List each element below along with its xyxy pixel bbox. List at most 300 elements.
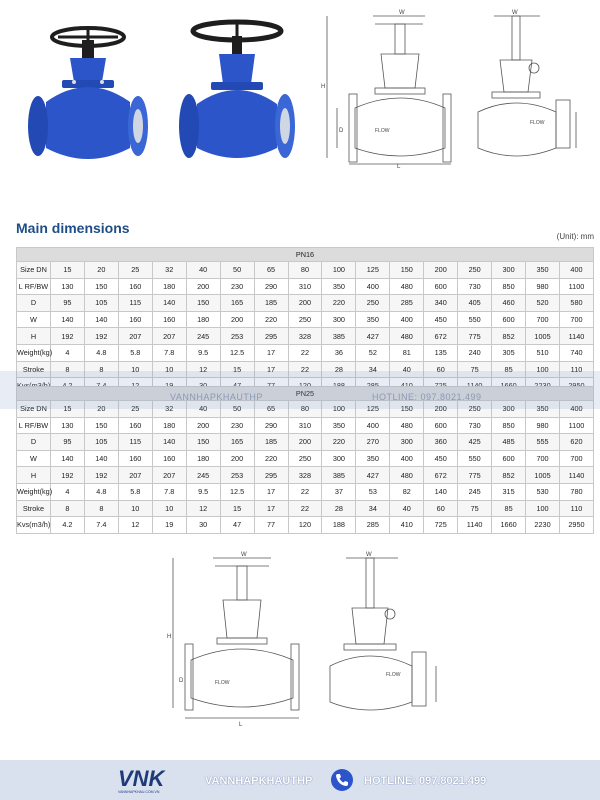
table-cell: 50 <box>220 262 254 279</box>
table-cell: 19 <box>152 517 186 534</box>
row-label: D <box>17 295 51 312</box>
table-row <box>17 361 594 378</box>
table-row <box>17 517 594 534</box>
table-cell: 12.5 <box>220 344 254 361</box>
table-cell: 40 <box>186 262 220 279</box>
table-cell: 47 <box>220 517 254 534</box>
table-row <box>17 500 594 517</box>
table-cell: 150 <box>84 417 118 434</box>
table-cell: 207 <box>118 328 152 345</box>
table-cell: 405 <box>458 295 492 312</box>
drawing-label-l-3: L <box>239 722 243 728</box>
table-cell: 160 <box>118 450 152 467</box>
table-cell: 850 <box>492 278 526 295</box>
row-label: Weight(kg) <box>17 344 51 361</box>
table-cell: 1100 <box>560 278 594 295</box>
table-cell: 700 <box>526 450 560 467</box>
row-label: Size DN <box>17 262 51 279</box>
table-cell: 245 <box>186 328 220 345</box>
table-cell: 165 <box>220 295 254 312</box>
table-cell: 672 <box>424 467 458 484</box>
table-cell: 250 <box>356 295 390 312</box>
table-cell: 400 <box>356 417 390 434</box>
table-cell: 8 <box>50 361 84 378</box>
table-cell: 730 <box>458 417 492 434</box>
table-cell: 555 <box>526 434 560 451</box>
table-cell: 160 <box>118 311 152 328</box>
table-cell: 20 <box>84 401 118 418</box>
table-cell: 130 <box>50 278 84 295</box>
table-cell: 25 <box>118 401 152 418</box>
table-cell: 85 <box>492 361 526 378</box>
table-cell: 207 <box>152 328 186 345</box>
table-cell: 40 <box>390 361 424 378</box>
table-cell: 37 <box>322 483 356 500</box>
table-cell: 140 <box>152 295 186 312</box>
table-cell: 65 <box>254 401 288 418</box>
table-cell: 400 <box>560 262 594 279</box>
row-label: Stroke <box>17 361 51 378</box>
table-cell: 305 <box>492 344 526 361</box>
table-cell: 1100 <box>560 417 594 434</box>
row-label: Stroke <box>17 500 51 517</box>
table-cell: 75 <box>458 361 492 378</box>
table-cell: 32 <box>152 401 186 418</box>
table-cell: 350 <box>322 278 356 295</box>
table-row <box>17 417 594 434</box>
table-cell: 850 <box>492 417 526 434</box>
drawing-label-w-4: W <box>366 552 372 558</box>
table-cell: 230 <box>220 278 254 295</box>
table-cell: 400 <box>560 401 594 418</box>
table-cell: 1140 <box>458 517 492 534</box>
table-cell: 180 <box>152 417 186 434</box>
table-cell: 60 <box>424 500 458 517</box>
table-cell: 285 <box>390 295 424 312</box>
table-cell: 250 <box>288 450 322 467</box>
table-cell: 185 <box>254 434 288 451</box>
table-cell: 50 <box>220 401 254 418</box>
table-cell: 385 <box>322 467 356 484</box>
table-cell: 8 <box>84 361 118 378</box>
table-cell: 140 <box>424 483 458 500</box>
table-cell: 9.5 <box>186 483 220 500</box>
drawing-label-h-3: H <box>167 634 172 640</box>
table-row <box>17 401 594 418</box>
table-cell: 300 <box>322 450 356 467</box>
footer-brand: VANNHAPKHAUTHP <box>205 775 313 787</box>
table-cell: 230 <box>220 417 254 434</box>
table-cell: 12 <box>118 517 152 534</box>
table-cell: 200 <box>424 401 458 418</box>
row-label: Kvs(m3/h) <box>17 517 51 534</box>
table-section-header: PN25 <box>17 387 594 401</box>
table-cell: 725 <box>424 517 458 534</box>
table-cell: 980 <box>526 417 560 434</box>
table-cell: 32 <box>152 262 186 279</box>
table-cell: 285 <box>356 517 390 534</box>
table-cell: 34 <box>356 500 390 517</box>
table-cell: 350 <box>356 311 390 328</box>
table-cell: 5.8 <box>118 483 152 500</box>
table-cell: 17 <box>254 361 288 378</box>
table-cell: 4.2 <box>50 517 84 534</box>
table-cell: 100 <box>526 361 560 378</box>
drawing-label-l: L <box>397 164 401 168</box>
table-cell: 350 <box>322 417 356 434</box>
table-cell: 200 <box>220 450 254 467</box>
table-cell: 485 <box>492 434 526 451</box>
table-cell: 295 <box>254 328 288 345</box>
table-cell: 100 <box>322 262 356 279</box>
footer-hotline-link[interactable]: HOTLINE: 097.8021.499 <box>364 775 487 787</box>
table-cell: 95 <box>50 295 84 312</box>
table-cell: 140 <box>84 311 118 328</box>
table-cell: 28 <box>322 500 356 517</box>
table-cell: 22 <box>288 500 322 517</box>
table-cell: 672 <box>424 328 458 345</box>
table-cell: 290 <box>254 278 288 295</box>
drawing-label-flow: FLOW <box>375 128 390 134</box>
table-cell: 852 <box>492 328 526 345</box>
table-cell: 200 <box>220 311 254 328</box>
table-cell: 450 <box>424 311 458 328</box>
table-cell: 328 <box>288 328 322 345</box>
table-cell: 310 <box>288 417 322 434</box>
table-cell: 600 <box>492 311 526 328</box>
table-cell: 510 <box>526 344 560 361</box>
table-cell: 10 <box>152 500 186 517</box>
table-cell: 550 <box>458 311 492 328</box>
table-cell: 140 <box>84 450 118 467</box>
table-cell: 350 <box>526 401 560 418</box>
table-cell: 200 <box>424 262 458 279</box>
table-cell: 852 <box>492 467 526 484</box>
drawing-label-d-3: D <box>179 678 184 684</box>
row-label: Size DN <box>17 401 51 418</box>
table-cell: 4.8 <box>84 344 118 361</box>
table-cell: 400 <box>390 311 424 328</box>
table-cell: 15 <box>50 401 84 418</box>
table-cell: 310 <box>288 278 322 295</box>
table-cell: 253 <box>220 328 254 345</box>
table-cell: 80 <box>288 262 322 279</box>
table-cell: 180 <box>186 311 220 328</box>
table-cell: 730 <box>458 278 492 295</box>
table-cell: 150 <box>390 401 424 418</box>
table-cell: 120 <box>288 517 322 534</box>
table-cell: 425 <box>458 434 492 451</box>
table-cell: 740 <box>560 344 594 361</box>
drawing-label-flow-3: FLOW <box>215 680 230 686</box>
table-cell: 200 <box>288 434 322 451</box>
table-cell: 220 <box>254 311 288 328</box>
table-cell: 10 <box>118 361 152 378</box>
table-cell: 7.8 <box>152 344 186 361</box>
table-cell: 110 <box>560 361 594 378</box>
table-cell: 82 <box>390 483 424 500</box>
table-cell: 188 <box>322 517 356 534</box>
table-cell: 115 <box>118 434 152 451</box>
table-cell: 1140 <box>560 328 594 345</box>
table-body <box>17 262 594 395</box>
table-cell: 4.8 <box>84 483 118 500</box>
table-cell: 165 <box>220 434 254 451</box>
row-label: H <box>17 328 51 345</box>
table-cell: 400 <box>390 450 424 467</box>
table-cell: 270 <box>356 434 390 451</box>
table-cell: 400 <box>356 278 390 295</box>
watermark-name: VANNHAPKHAUTHP <box>170 392 263 402</box>
row-label: L RF/BW <box>17 278 51 295</box>
table-cell: 780 <box>560 483 594 500</box>
table-cell: 480 <box>390 417 424 434</box>
table-cell: 4 <box>50 344 84 361</box>
section-title: Main dimensions <box>16 220 130 236</box>
table-row <box>17 311 594 328</box>
table-cell: 105 <box>84 295 118 312</box>
table-row <box>17 450 594 467</box>
table-cell: 192 <box>50 328 84 345</box>
table-cell: 192 <box>84 467 118 484</box>
table-cell: 22 <box>288 483 322 500</box>
table-cell: 192 <box>84 328 118 345</box>
table-cell: 17 <box>254 483 288 500</box>
table-cell: 775 <box>458 328 492 345</box>
table-cell: 130 <box>50 417 84 434</box>
table-cell: 1660 <box>492 517 526 534</box>
table-cell: 28 <box>322 361 356 378</box>
table-cell: 700 <box>560 311 594 328</box>
table-cell: 427 <box>356 328 390 345</box>
row-label: H <box>17 467 51 484</box>
table-cell: 340 <box>424 295 458 312</box>
table-cell: 80 <box>288 401 322 418</box>
table-cell: 295 <box>254 467 288 484</box>
table-body <box>17 401 594 534</box>
table-cell: 100 <box>526 500 560 517</box>
table-cell: 85 <box>492 500 526 517</box>
table-cell: 200 <box>288 295 322 312</box>
table-cell: 150 <box>390 262 424 279</box>
watermark-hotline: HOTLINE: 097.8021.499 <box>372 392 482 402</box>
table-cell: 160 <box>152 311 186 328</box>
table-cell: 207 <box>118 467 152 484</box>
table-cell: 207 <box>152 467 186 484</box>
vnk-logo <box>118 766 204 790</box>
drawing-label-w-3: W <box>241 552 247 558</box>
table-cell: 192 <box>50 467 84 484</box>
table-cell: 125 <box>356 262 390 279</box>
table-cell: 580 <box>560 295 594 312</box>
drawing-label-w: W <box>399 10 405 16</box>
table-cell: 105 <box>84 434 118 451</box>
table-cell: 40 <box>186 401 220 418</box>
table-cell: 100 <box>322 401 356 418</box>
table-cell: 300 <box>492 262 526 279</box>
table-cell: 2230 <box>526 517 560 534</box>
table-cell: 115 <box>118 295 152 312</box>
table-row <box>17 344 594 361</box>
table-cell: 600 <box>424 417 458 434</box>
table-cell: 15 <box>220 361 254 378</box>
valve-photo-front <box>18 20 158 170</box>
unit-note: (Unit): mm <box>556 232 594 241</box>
table-cell: 328 <box>288 467 322 484</box>
row-label: D <box>17 434 51 451</box>
table-cell: 17 <box>254 500 288 517</box>
valve-drawing-section-top-left <box>315 8 465 168</box>
table-cell: 15 <box>50 262 84 279</box>
table-cell: 36 <box>322 344 356 361</box>
drawing-label-flow-2: FLOW <box>530 120 545 126</box>
table-cell: 7.4 <box>84 517 118 534</box>
table-cell: 34 <box>356 361 390 378</box>
table-cell: 5.8 <box>118 344 152 361</box>
table-cell: 427 <box>356 467 390 484</box>
table-cell: 22 <box>288 344 322 361</box>
table-cell: 480 <box>390 328 424 345</box>
table-cell: 12 <box>186 361 220 378</box>
table-cell: 250 <box>458 401 492 418</box>
drawing-label-w-2: W <box>512 10 518 16</box>
logo-subtext: VANNHAPKHAU.COM.VN <box>118 790 160 794</box>
row-label: Weight(kg) <box>17 483 51 500</box>
table-cell: 140 <box>152 434 186 451</box>
table-cell: 185 <box>254 295 288 312</box>
dimension-table-pn25 <box>16 386 594 534</box>
table-cell: 410 <box>390 517 424 534</box>
table-cell: 4 <box>50 483 84 500</box>
table-cell: 460 <box>492 295 526 312</box>
table-cell: 350 <box>356 450 390 467</box>
table-row <box>17 328 594 345</box>
table-cell: 300 <box>390 434 424 451</box>
table-cell: 95 <box>50 434 84 451</box>
table-cell: 81 <box>390 344 424 361</box>
table-cell: 180 <box>152 278 186 295</box>
drawing-label-flow-4: FLOW <box>386 672 401 678</box>
dimension-table-pn16 <box>16 247 594 395</box>
table-cell: 450 <box>424 450 458 467</box>
table-cell: 530 <box>526 483 560 500</box>
table-cell: 360 <box>424 434 458 451</box>
table-cell: 8 <box>50 500 84 517</box>
table-cell: 77 <box>254 517 288 534</box>
table-cell: 245 <box>458 483 492 500</box>
table-row <box>17 483 594 500</box>
table-cell: 600 <box>492 450 526 467</box>
table-cell: 12.5 <box>220 483 254 500</box>
drawing-label-d: D <box>339 128 344 134</box>
valve-drawing-section-top-right <box>470 8 590 168</box>
drawing-label-h: H <box>321 84 326 90</box>
table-cell: 150 <box>186 434 220 451</box>
table-cell: 10 <box>152 361 186 378</box>
table-row <box>17 434 594 451</box>
valve-photo-side <box>165 18 305 168</box>
table-cell: 300 <box>322 311 356 328</box>
table-cell: 22 <box>288 361 322 378</box>
table-cell: 520 <box>526 295 560 312</box>
table-cell: 550 <box>458 450 492 467</box>
table-row <box>17 295 594 312</box>
table-cell: 150 <box>186 295 220 312</box>
table-cell: 160 <box>152 450 186 467</box>
table-cell: 75 <box>458 500 492 517</box>
row-label: W <box>17 450 51 467</box>
table-cell: 10 <box>118 500 152 517</box>
table-cell: 980 <box>526 278 560 295</box>
table-cell: 700 <box>560 450 594 467</box>
table-cell: 8 <box>84 500 118 517</box>
phone-icon <box>330 768 354 792</box>
table-cell: 52 <box>356 344 390 361</box>
table-cell: 160 <box>118 417 152 434</box>
table-cell: 25 <box>118 262 152 279</box>
table-cell: 220 <box>322 434 356 451</box>
table-cell: 245 <box>186 467 220 484</box>
table-cell: 135 <box>424 344 458 361</box>
table-row <box>17 262 594 279</box>
table-cell: 140 <box>50 311 84 328</box>
table-cell: 700 <box>526 311 560 328</box>
table-cell: 480 <box>390 467 424 484</box>
row-label: W <box>17 311 51 328</box>
table-cell: 253 <box>220 467 254 484</box>
table-cell: 17 <box>254 344 288 361</box>
table-cell: 200 <box>186 278 220 295</box>
table-cell: 220 <box>322 295 356 312</box>
table-cell: 480 <box>390 278 424 295</box>
table-cell: 12 <box>186 500 220 517</box>
table-cell: 250 <box>288 311 322 328</box>
table-cell: 110 <box>560 500 594 517</box>
table-cell: 240 <box>458 344 492 361</box>
table-cell: 65 <box>254 262 288 279</box>
table-cell: 250 <box>458 262 492 279</box>
table-cell: 160 <box>118 278 152 295</box>
table-row <box>17 467 594 484</box>
table-cell: 620 <box>560 434 594 451</box>
table-cell: 15 <box>220 500 254 517</box>
valve-drawing-section-bottom-right <box>322 548 447 728</box>
table-cell: 53 <box>356 483 390 500</box>
table-cell: 30 <box>186 517 220 534</box>
table-cell: 200 <box>186 417 220 434</box>
table-cell: 220 <box>254 450 288 467</box>
table-cell: 9.5 <box>186 344 220 361</box>
table-cell: 775 <box>458 467 492 484</box>
table-row <box>17 278 594 295</box>
table-cell: 125 <box>356 401 390 418</box>
table-cell: 60 <box>424 361 458 378</box>
table-cell: 300 <box>492 401 526 418</box>
table-cell: 2950 <box>560 517 594 534</box>
table-cell: 1005 <box>526 328 560 345</box>
table-cell: 1140 <box>560 467 594 484</box>
table-cell: 600 <box>424 278 458 295</box>
table-section-header: PN16 <box>17 248 594 262</box>
table-cell: 20 <box>84 262 118 279</box>
table-cell: 350 <box>526 262 560 279</box>
table-cell: 40 <box>390 500 424 517</box>
table-cell: 180 <box>186 450 220 467</box>
table-cell: 385 <box>322 328 356 345</box>
row-label: L RF/BW <box>17 417 51 434</box>
logo-text: VNK <box>118 766 165 790</box>
table-cell: 315 <box>492 483 526 500</box>
